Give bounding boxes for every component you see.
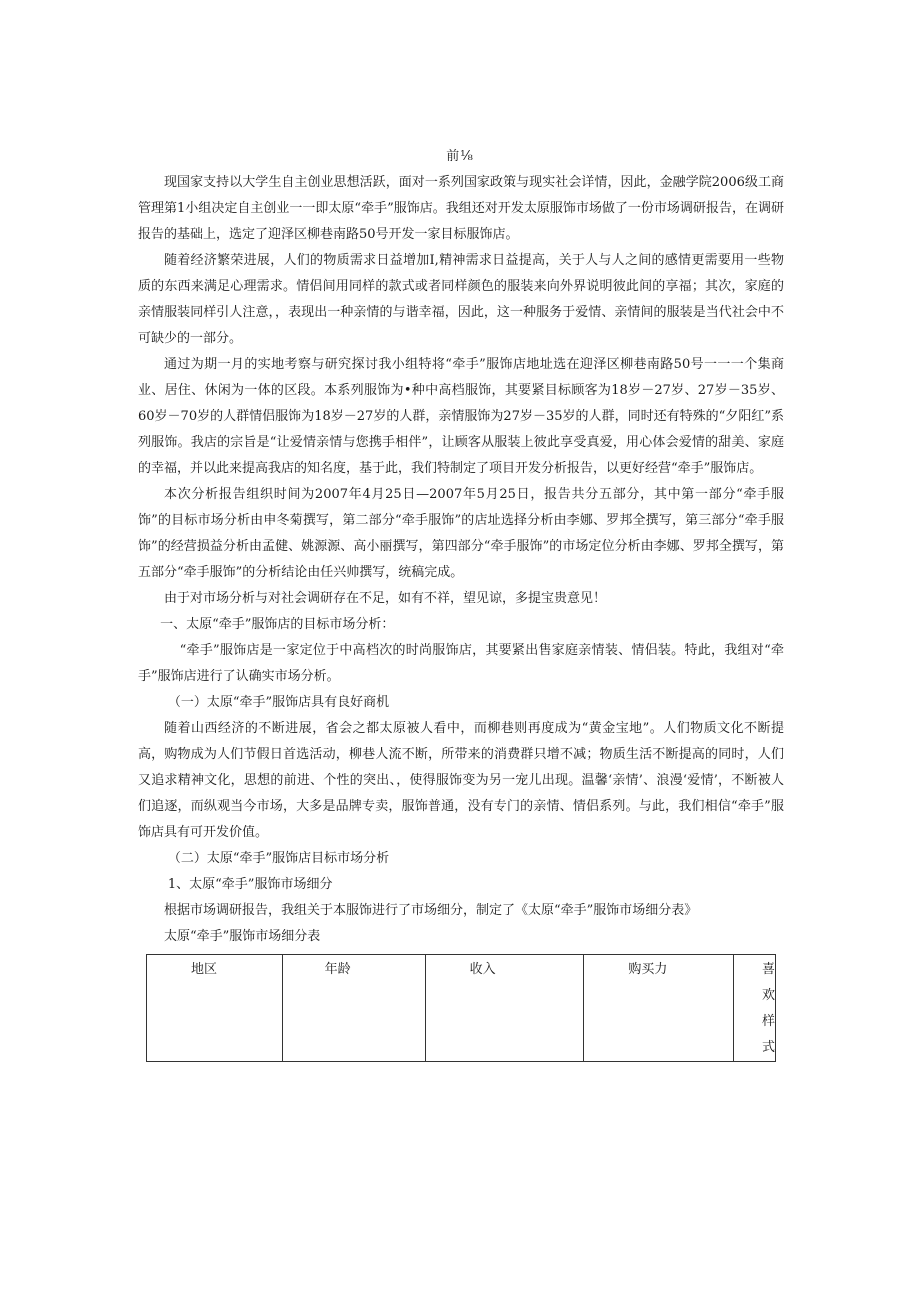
section-heading: 一、太原“牵手”服饰店的目标市场分析： <box>160 617 395 632</box>
subsection-heading-target: （二）太原“牵手”服饰店目标市场分析 <box>167 851 390 866</box>
item-body-segmentation: 根据市场调研报告，我组关于本服饰进行了市场细分，制定了《太原“牵手”服饰市场细分表》 <box>164 903 698 918</box>
segmentation-table <box>146 954 776 1062</box>
table-header-cell: 购买力 <box>584 955 734 1062</box>
table-header-cell: 地区 <box>147 955 283 1062</box>
table-header-row <box>147 955 776 1062</box>
subsection-body-opportunity: 随着山西经济的不断进展，省会之都太原被人看中，而柳巷则再度成为“黄金宝地”。人们物质文化不断提高，购物成为人们节假日首选活动，柳巷人流不断，所带来的消费群只增不减；物质生活不断提高的同时，人们又追求精神文化，思想的前进、个性的突出、，使得服饰变为另一宠儿出现。温馨‘亲情’、浪漫‘爱情’，不断被人们追逐，而纵观当今市场，大多是品牌专卖，服饰普通，没有专门的亲情、情侣系列。与此，我们相信“牵手”服饰店具有可开发价值。 <box>138 721 784 840</box>
document-title: 前⅛ <box>446 149 474 164</box>
segmentation-table-wrapper <box>146 954 776 1062</box>
subsection-heading-opportunity: （一）太原“牵手”服饰店具有良好商机 <box>167 695 390 710</box>
paragraph-background: 随着经济繁荣进展，人们的物质需求日益增加I,精神需求日益提高，关于人与人之间的感情更需要用一些物质的东西来满足心理需求。情侣间用同样的款式或者同样颜色的服装来向外界说明彼此间的享福；其次，家庭的亲情服装同样引人注意，，表现出一种亲情的与谐幸福，因此，这一种服务于爱情、亲情间的服装是当代社会中不可缺少的一部分。 <box>138 253 784 346</box>
table-caption: 太原“牵手”服饰市场细分表 <box>164 929 321 944</box>
table-header-cell: 收入 <box>425 955 584 1062</box>
paragraph-schedule: 本次分析报告组织时间为2007年4月25日—2007年5月25日，报告共分五部分，其中第一部分“牵手服饰”的目标市场分析由申冬菊撰写，第二部分“牵手服饰”的店址选择分析由李娜、罗邦全撰写，第三部分“牵手服饰”的经营损益分析由孟健、姚源源、高小丽撰写，第四部分“牵手服饰”的市场定位分析由李娜、罗邦全撰写，第五部分“牵手服饰”的分析结论由任兴帅撰写，统稿完成。 <box>138 487 784 580</box>
paragraph-intro: 现国家支持以大学生自主创业思想活跃，面对一系列国家政策与现实社会详情，因此，金融学院2006级工商管理第1小组决定自主创业一一即太原“牵手”服饰店。我组还对开发太原服饰市场做了一份市场调研报告，在调研报告的基础上，选定了迎泽区柳巷南路50号开发一家目标服饰店。 <box>138 175 784 242</box>
item-heading-segmentation: 1、太原“牵手”服饰市场细分 <box>167 877 333 892</box>
table-header-cell: 年龄 <box>282 955 425 1062</box>
section-intro: “牵手”服饰店是一家定位于中高档次的时尚服饰店，其要紧出售家庭亲情装、情侣装。特此，我组对“牵手”服饰店进行了认确实市场分析。 <box>138 643 784 684</box>
document-body <box>138 170 784 1062</box>
paragraph-note: 由于对市场分析与对社会调研存在不足，如有不祥，望见谅，多提宝贵意见！ <box>164 591 607 606</box>
paragraph-location: 通过为期一月的实地考察与研究探讨我小组特将“牵手”服饰店地址选在迎泽区柳巷南路50号一一一个集商业、居住、休闲为一体的区段。本系列服饰为•种中高档服饰，其要紧目标顾客为18岁－27岁、27岁－35岁、60岁－70岁的人群情侣服饰为18岁－27岁的人群，亲情服饰为27岁－35岁的人群，同时还有特殊的“夕阳红”系列服饰。我店的宗旨是“让爱情亲情与您携手相伴”，让顾客从服装上彼此享受真爱，用心体会爱情的甜美、家庭的幸福，并以此来提高我店的知名度，基于此，我们特制定了项目开发分析报告，以更好经营“牵手”服饰店。 <box>138 357 784 476</box>
table-header-cell: 喜欢样式 <box>733 955 775 1062</box>
